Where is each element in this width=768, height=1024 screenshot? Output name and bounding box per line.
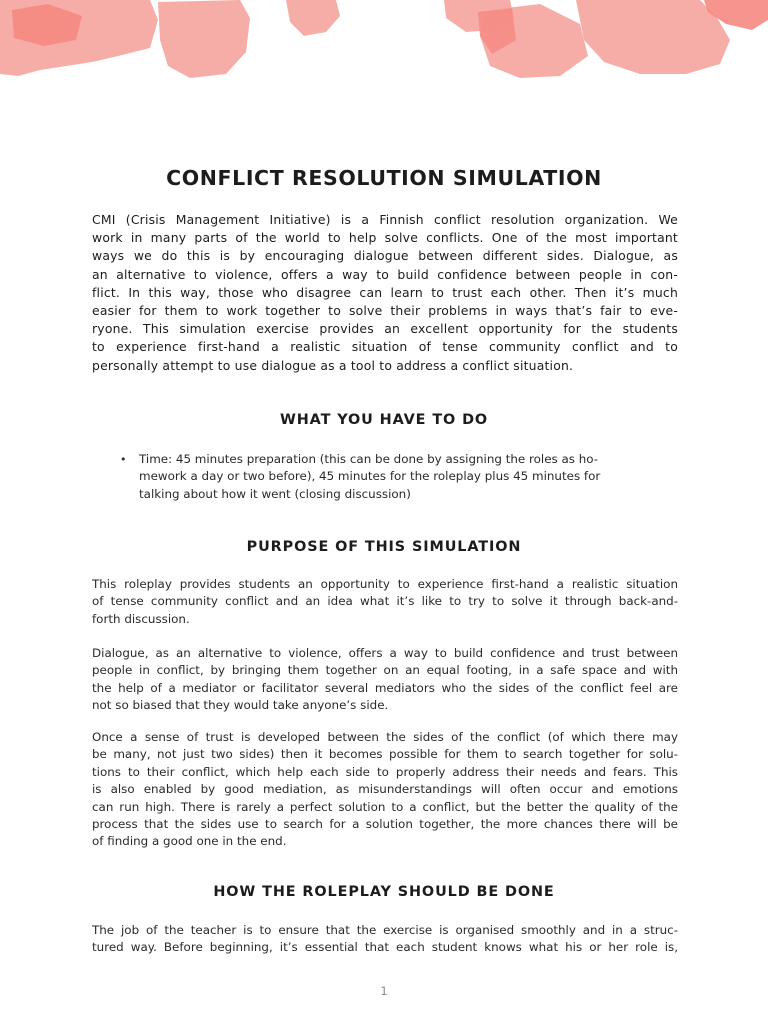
intro-line: an alternative to violence, offers a way to build confidence between people in con- — [92, 266, 678, 282]
purpose-paragraph-3 — [92, 729, 678, 851]
roleplay-paragraph-1 — [92, 922, 678, 957]
decor-blob — [576, 0, 730, 74]
paragraph-line: the help of a mediator or facilitator several mediators who the sides of the conflict feel are — [92, 680, 678, 695]
bullet-line: talking about how it went (closing discussion) — [139, 486, 411, 501]
intro-line: easier for them to work together to solve their problems in ways that’s fair to eve- — [92, 303, 678, 319]
paragraph-line: process that the sides use to search for a solution together, the more chances there will be — [92, 817, 678, 832]
intro-line: ryone. This simulation exercise provides an excellent opportunity for the students — [92, 321, 678, 337]
purpose-paragraph-2 — [92, 645, 678, 715]
paragraph-line: can run high. There is rarely a perfect solution to a conflict, but the better the quality of the — [92, 799, 678, 814]
bullet-icon: • — [120, 453, 127, 466]
section-heading-what-to-do: WHAT YOU HAVE TO DO — [279, 412, 489, 428]
intro-paragraph — [92, 211, 678, 375]
paragraph-line: of finding a good one in the end. — [92, 834, 287, 849]
watercolor-header-decoration — [0, 0, 768, 80]
intro-line: CMI (Crisis Management Initiative) is a Finnish conflict resolution organization. We — [92, 212, 678, 227]
purpose-paragraph-1 — [92, 576, 678, 628]
paragraph-line: be many, not just two sides) then it becomes possible for them to search together for solu- — [92, 747, 678, 762]
intro-line: flict. In this way, those who disagree can learn to trust each other. Then it’s much — [92, 284, 678, 300]
page-title: CONFLICT RESOLUTION SIMULATION — [166, 166, 602, 190]
paragraph-line: tured way. Before beginning, it’s essential that each student knows what his or her role is, — [92, 940, 678, 955]
intro-line: ways we do this is by encouraging dialogue between different sides. Dialogue, as — [92, 248, 678, 264]
paragraph-line: This roleplay provides students an opportunity to experience first-hand a realistic situation — [92, 577, 678, 591]
bullet-line: mework a day or two before), 45 minutes for the roleplay plus 45 minutes for — [139, 469, 601, 484]
time-bullet-list — [120, 451, 660, 503]
paragraph-line: Dialogue, as an alternative to violence, offers a way to build confidence and trust between — [92, 646, 678, 660]
paragraph-line: is also enabled by good mediation, as misunderstandings will often occur and emotions — [92, 782, 678, 797]
page-number: 1 — [380, 984, 388, 998]
list-item — [120, 451, 660, 503]
decor-blob — [286, 0, 340, 36]
paragraph-line: people in conflict, by bringing them together on an equal footing, in a safe space and with — [92, 663, 678, 678]
intro-line: personally attempt to use dialogue as a tool to address a conflict situation. — [92, 357, 574, 373]
bullet-line: Time: 45 minutes preparation (this can be done by assigning the roles as ho- — [139, 452, 599, 466]
section-heading-roleplay: HOW THE ROLEPLAY SHOULD BE DONE — [213, 884, 555, 900]
section-heading-purpose: PURPOSE OF THIS SIMULATION — [246, 539, 522, 555]
paragraph-line: tions to their conflict, which help each side to properly address their needs and fears. This — [92, 764, 678, 779]
paragraph-line: Once a sense of trust is developed between the sides of the conflict (of which there may — [92, 730, 678, 744]
intro-line: to experience first-hand a realistic situation of tense community conflict and to — [92, 339, 678, 355]
paragraph-line: of tense community conflict and an idea what it’s like to try to solve it through back-and- — [92, 594, 678, 609]
decor-blob — [158, 0, 250, 78]
intro-line: work in many parts of the world to help solve conflicts. One of the most important — [92, 230, 678, 246]
paragraph-line: not so biased that they would take anyone’s side. — [92, 698, 389, 713]
paragraph-line: The job of the teacher is to ensure that the exercise is organised smoothly and in a struc- — [92, 923, 678, 937]
paragraph-line: forth discussion. — [92, 611, 190, 626]
